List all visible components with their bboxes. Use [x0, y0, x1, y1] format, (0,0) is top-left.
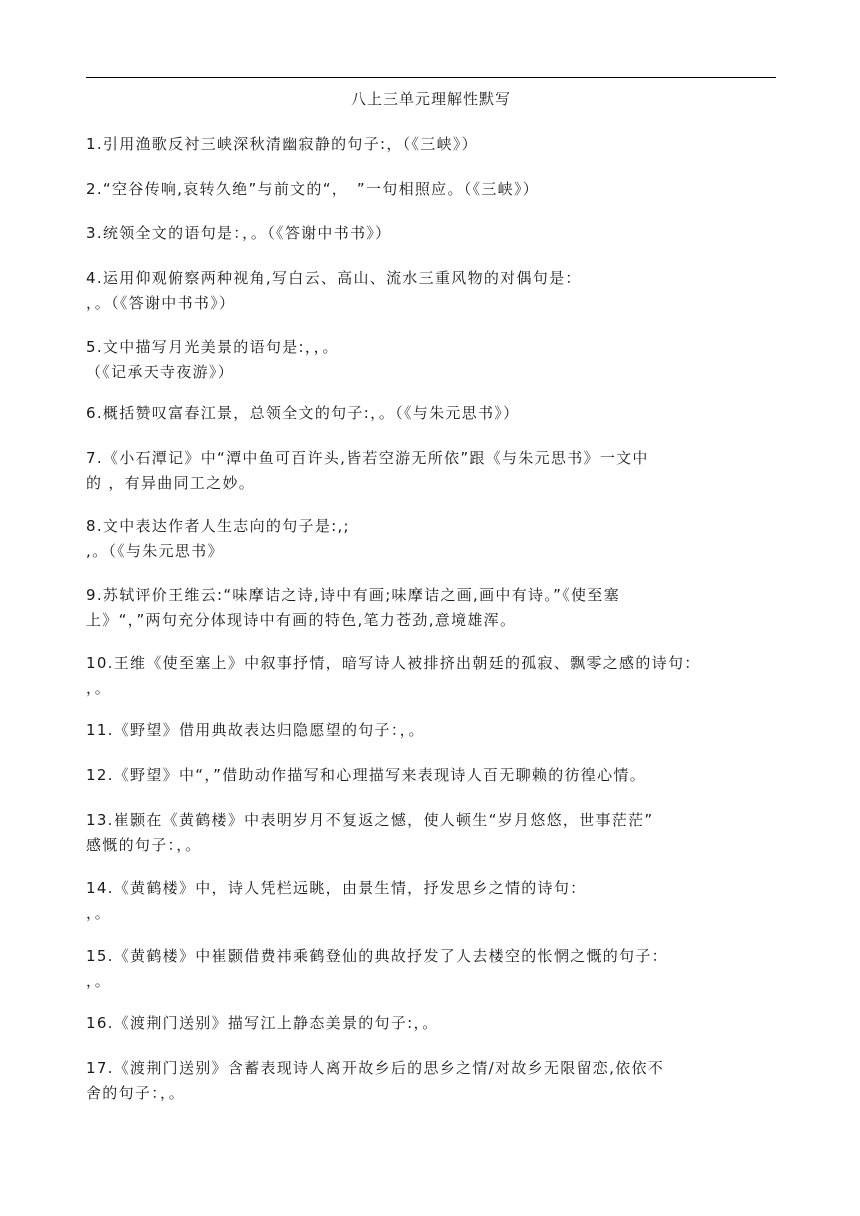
question-line: 9.苏轼评价王维云:“味摩诘之诗,诗中有画;味摩诘之画,画中有诗。”《使至塞 [86, 586, 620, 604]
question-line: 6.概括赞叹富春江景，总领全文的句子:，。（《与朱元思书》） [86, 404, 520, 422]
question-1 [86, 132, 776, 157]
question-line: 16.《渡荆门送别》描写江上静态美景的句子:，。 [86, 1014, 439, 1032]
question-line: ，。 [86, 679, 112, 697]
question-8 [86, 514, 776, 564]
question-line: 2.“空谷传响,哀转久绝”与前文的“， ”一句相照应。（《三峡》） [86, 180, 540, 198]
question-line: 4.运用仰观俯察两种视角,写白云、高山、流水三重风物的对偶句是： [86, 269, 582, 287]
question-14 [86, 876, 776, 926]
question-line: ，。 [86, 972, 112, 990]
question-line: 的 ，有异曲同工之妙。 [86, 474, 256, 492]
question-line: 12.《野望》中“，”借助动作描写和心理描写来表现诗人百无聊赖的彷徨心情。 [86, 766, 646, 784]
question-9 [86, 583, 776, 633]
document-title: 八上三单元理解性默写 [350, 90, 511, 108]
question-line: 上》“，”两句充分体现诗中有画的特色,笔力苍劲,意境雄浑。 [86, 611, 517, 629]
header-rule [86, 77, 776, 78]
question-16 [86, 1011, 776, 1036]
question-15 [86, 944, 776, 994]
question-line: 15.《黄鹤楼》中崔颢借费祎乘鹤登仙的典故抒发了人去楼空的怅惘之慨的句子： [86, 947, 668, 965]
question-line: 舍的句子：，。 [86, 1084, 186, 1102]
question-2 [86, 177, 776, 202]
question-line: 10.王维《使至塞上》中叙事抒情，暗写诗人被排挤出朝廷的孤寂、飘零之感的诗句： [86, 654, 701, 672]
question-11 [86, 718, 776, 743]
question-7 [86, 446, 776, 496]
question-line: 3.统领全文的语句是：，。（《答谢中书书》） [86, 224, 392, 242]
question-line: ，。 [86, 904, 112, 922]
question-4 [86, 266, 776, 316]
question-line: 感慨的句子：，。 [86, 836, 202, 854]
question-line: 5.文中描写月光美景的语句是:，，。 [86, 338, 339, 356]
question-line: 11.《野望》借用典故表达归隐愿望的句子：，。 [86, 721, 425, 739]
question-line: 13.崔颢在《黄鹤楼》中表明岁月不复返之憾，使人顿生“岁月悠悠，世事茫茫” [86, 811, 654, 829]
question-10 [86, 651, 776, 701]
question-17 [86, 1056, 776, 1106]
question-line: 14.《黄鹤楼》中，诗人凭栏远眺，由景生情，抒发思乡之情的诗句： [86, 879, 587, 897]
question-3 [86, 221, 776, 246]
question-line: 8.文中表达作者人生志向的句子是:,; [86, 517, 350, 535]
question-line: 1.引用渔歌反衬三峡深秋清幽寂静的句子:，（《三峡》） [86, 135, 478, 153]
question-13 [86, 808, 776, 858]
question-line: 17.《渡荆门送别》含蓄表现诗人离开故乡后的思乡之情/对故乡无限留恋,依依不 [86, 1059, 665, 1077]
question-6 [86, 401, 776, 426]
question-line: ，。（《答谢中书书》） [86, 294, 236, 312]
question-line: （《记承天寺夜游》） [86, 363, 235, 381]
question-line: ,。（《与朱元思书》 [86, 542, 224, 560]
question-12 [86, 763, 776, 788]
question-line: 7.《小石潭记》中“潭中鱼可百许头,皆若空游无所依”跟《与朱元思书》一文中 [86, 449, 649, 467]
question-5 [86, 335, 776, 385]
